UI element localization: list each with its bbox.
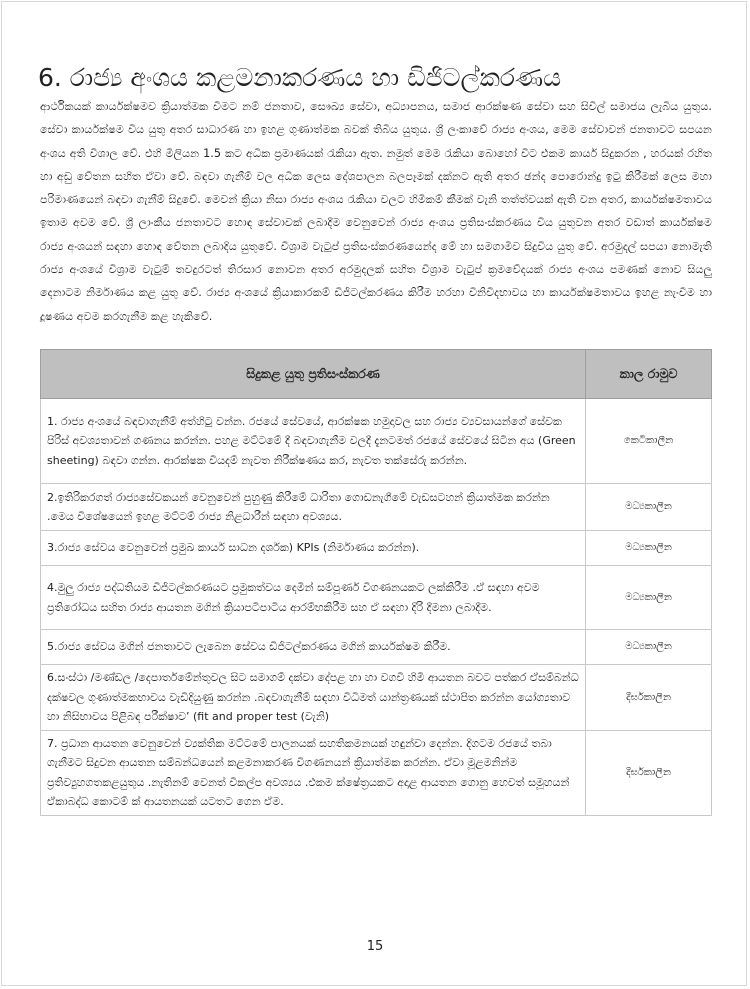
table-row — [41, 730, 712, 815]
timeframe-cell: මධ්‍යකාලීන — [586, 484, 712, 531]
timeframe-cell: කෙටිකාලීන — [586, 399, 712, 484]
header-timeframe: කාල රාමුව — [586, 350, 712, 399]
timeframe-cell: දීර්ඝකාලීන — [586, 665, 712, 731]
timeframe-cell: මධ්‍යකාලීන — [586, 531, 712, 566]
table-row — [41, 566, 712, 630]
reform-cell: 3.රාජ්‍ය සේවය වෙනුවෙන් ප්‍රමුඛ කාර්ය සාධන දර්ශක) KPIs (නිර්මාණය කරන්න). — [41, 531, 586, 566]
timeframe-cell: දීර්ඝකාලීන — [586, 730, 712, 815]
intro-paragraph: ආර්ථිකයක් කාර්යක්ෂමව ක්‍රියාත්මක වීමට නම් ජනතාව, සෞඛ්‍ය සේවා, අධ්‍යාපනය, සමාජ ආරක්ෂණ සේවා සහ සිවිල් සමාජය ලැබිය යුතුය. සේවා කාර්යක්ෂම විය යුතු අතර සාධාරණ හා ඉහළ ගුණාත්මක බවක් තිබිය යුතුය. ශ්‍රී ලංකාවේ රාජ්‍ය අංශය, මෙම සේවාවන් ජනතාවට සපයන අංශය අති විශාල වේ. එහි මිලියන 1.5 කට අධික ප්‍රමාණයක් රැකියා ඇත. නමුත් මෙම රැකියා බොහෝ විට එකම කාර්ය සිදුකරන , හරයක් රහිත හා අඩු වේතන සහිත ඒවා වේ. බඳවා ගැනීම් වල අධික ලෙස දේශපාලන බලපෑමක් දක්නට ඇති අතර ඡන්ද පොරොන්දු ඉටු කිරීමක් ලෙස මහා පරිමාණයෙන් බඳවා ගැනීම් සිදුවේ. මෙවන් ක්‍රියා නිසා රාජ්‍ය අංශය රැකියා වලට හිමිකම් කීමක් වැනි තත්ත්වයක් ඇති වන අතර, කාර්යක්ෂමතාවය ඉතාම අවම වේ. ශ්‍රී ලාංකීය ජනතාවට හොඳ සේවාවක් ලබාදීම වෙනුවෙන් රාජ්‍ය අංශය ප්‍රතිසංස්කරණය විය යුතුවන අතර වඩාත් කාර්යක්ෂම රාජ්‍ය අංශයන් සඳහා හොඳ වේතන ලබාදිය යුතුවේ. විශ්‍රාම වැටුප් ප්‍රතිසංස්කරණයෙන්ද මේ හා සමගාමීව සිදුවිය යුතු වේ. අරමුදල් සපයා නොමැති රාජ්‍ය අංශයේ විශ්‍රාම වැටුම් තවදුරටත් තිරසාර නොවන අතර අරමුදලක් සහිත විශ්‍රාම වැටුප් ක්‍රමවේදයක් රාජ්‍ය අංශය පමණක් නොව සියලු දෙනාටම නිර්මාණය කළ යුතු වේ. රාජ්‍ය අංශයේ ක්‍රියාකාරකම් ඩිජිටල්කරණය කිරීම හරහා විනිවිදභාවය හා කාර්යක්ෂමතාවය ඉහළ නැංවීම හා දූෂණය අවම කරගැනීම කළ හැකිවේ. — [40, 100, 712, 323]
table-row — [41, 531, 712, 566]
reform-cell: 4.මුලු රාජ්‍ය පද්ධතියම ඩිජිටල්කරණයට ප්‍රමුකත්වය දෙමින් සම්පූර්ණ විගණනයකට ලක්කිරීම .ඒ සඳහා අවම ප්‍රතිරෝධය සහිත රාජ්‍ය ආයතන මගින් ක්‍රියාපටිපාටිය ආරම්භකිරීම සහ ඒ සඳහා දිරි දීමනා ලබාදීම. — [41, 566, 586, 630]
timeframe-cell: මධ්‍යකාලීන — [586, 630, 712, 665]
reform-cell: 7. ප්‍රධාන ආයතන වෙනුවෙන් ව්‍යක්තික මට්ටමේ පාලනයක් සහතිකමනයක් හඳුන්වා දෙන්න. දිගටම රජයේ තබා ගැනීමට සිදුවන ආයතන සම්බන්ධයෙන් කළමනාකරණ විගණනයන් ක්‍රියාත්මක කරන්න. ඒවා මූළමනින්ම ප්‍රතිව්‍යුහගතකළයුතුය .නැතිනම් වෙනත් විකල්ප අවශ්‍යය .එකම ක්ෂේත්‍රයකට අදාළ ආයතන ගොනු හෙවත් සමූහයන් ඒකාබද්ධ කොටම් ක් ආයතනයක් යටතට ගෙන ඒම. — [41, 730, 586, 815]
reform-cell: 1. රාජ්‍ය අංශයේ බඳවාගැනීම් අත්හිටු වන්න. රජයේ සේවයේ, ආරක්ෂක හමුදාවල සහ රාජ්‍ය ව්‍යවසායන්ගේ සේවක පිරිස් අවශ්‍යතාවන් ගණනය කරන්න. පහළ මට්ටමේ දී බඳවාගැනීම වලදී දැනටමත් රජයේ සේවයේ සිටින අය (Green sheeting) බඳවා ගන්න. ආරක්ෂක වියදම් නැවත නිරීක්ෂණය කර, නැවත තක්සේරු කරන්න. — [41, 399, 586, 484]
table-row — [41, 665, 712, 731]
section-title: 6. රාජ්‍ය අංශය කළමනාකරණය හා ඩිජිටල්කරණය — [38, 63, 562, 92]
header-reform: සිදුකළ යුතු ප්‍රතිසංස්කරණ — [41, 350, 586, 399]
timeframe-cell: මධ්‍යකාලීන — [586, 566, 712, 630]
reform-cell: 6.සංස්ථා /මණ්ඩල /දෙපාර්තමේන්තුවල සිට සමාගම් දක්වා දේපළ හා හා වගවී හිමි ආයතන බවට පත්කර ඒසම්බන්ධ දක්ෂවල ගුණාත්මකභාවය වැඩිදියුණු කරන්න .බඳවාගැනීම් සඳහා විධිමත් යාන්ත්‍රණයක් ස්ථාපිත කරන්න යෝග්‍යතාව හා නිසිභාවය පිළිබඳ පරීක්ෂාව’ (fit and proper test (වැනි) — [41, 665, 586, 731]
reform-cell: 2.ඉතිරිකරගත් රාජ්‍යසේවකයන් වෙනුවෙන් පුහුණු කිරීමේ ධාරිතා ගොඩනැගීමේ වැඩසටහන් ක්‍රියාත්මක කරන්න .මෙය විශේෂයෙන් ඉහළ මට්ටම් රාජ්‍ය නිළධාරීන් සඳහා අවශ්‍යය. — [41, 484, 586, 531]
table-row — [41, 630, 712, 665]
page-number: 15 — [366, 939, 384, 954]
reforms-table — [40, 349, 712, 816]
table-header-row — [41, 350, 712, 399]
reform-cell: 5.රාජ්‍ය සේවය මගින් ජනතාවට ලැබෙන සේවය ඩිජිටල්කරණය මගින් කාර්යක්ෂම කිරීම. — [41, 630, 586, 665]
table-row — [41, 484, 712, 531]
table-row — [41, 399, 712, 484]
